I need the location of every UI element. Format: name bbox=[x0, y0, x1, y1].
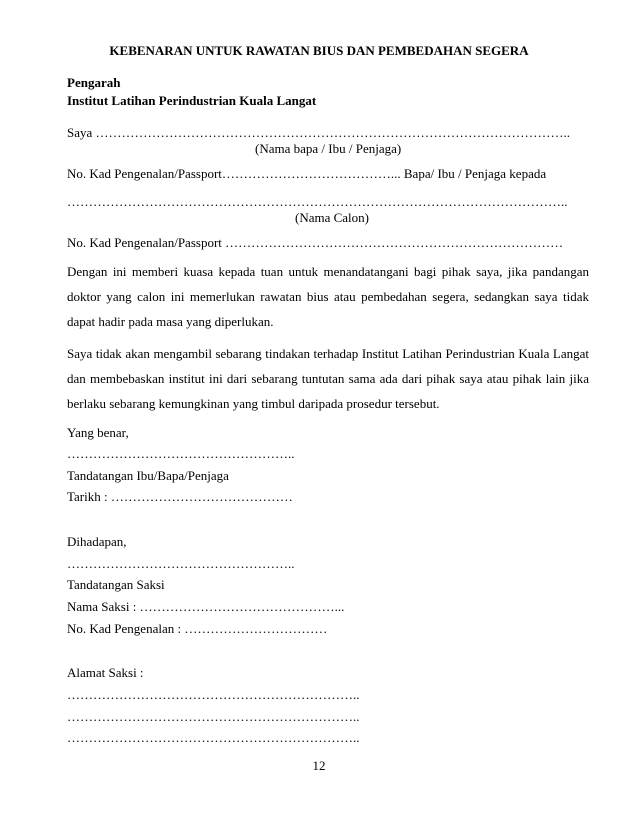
dihadapan-label: Dihadapan, bbox=[67, 534, 127, 549]
ic-line-candidate: No. Kad Pengenalan/Passport …………………………………………………………………… bbox=[67, 235, 564, 250]
parent-signature-label: Tandatangan Ibu/Bapa/Penjaga bbox=[67, 468, 229, 483]
paragraph-release: Saya tidak akan mengambil sebarang tindakan terhadap Institut Latihan Perindustrian Kuala Langat dan membebaskan institut ini dari sebarang tuntutan sama ada dari pihak saya atau pihak lain jika berlaku sebarang kemungkinan yang timbul daripada prosedur tersebut. bbox=[67, 346, 589, 411]
witness-address-label: Alamat Saksi : bbox=[67, 665, 144, 680]
yang-benar-label: Yang benar, bbox=[67, 425, 129, 440]
document-title: KEBENARAN UNTUK RAWATAN BIUS DAN PEMBEDAHAN SEGERA bbox=[109, 43, 529, 58]
ic-line-parent: No. Kad Pengenalan/Passport…………………………………... Bapa/ Ibu / Penjaga kepada bbox=[67, 166, 547, 181]
page-number: 12 bbox=[312, 758, 326, 773]
witness-signature-line: …………………………………………….. bbox=[67, 556, 295, 571]
date-line: Tarikh : …………………………………… bbox=[67, 489, 293, 504]
calon-line: …………………………………………………………………………………………………….. bbox=[67, 194, 568, 209]
witness-address-line-2: ………………………………………………………….. bbox=[67, 709, 360, 724]
saya-note: (Nama bapa / Ibu / Penjaga) bbox=[255, 141, 402, 156]
paragraph-authorization: Dengan ini memberi kuasa kepada tuan untuk menandatangani bagi pihak saya, jika pandangan doktor yang calon ini memerlukan rawatan bius atau pembedahan segera, sedangkan saya tidak dapat hadir pada masa yang diperlukan. bbox=[67, 264, 589, 329]
recipient-line-2: Institut Latihan Perindustrian Kuala Langat bbox=[67, 93, 317, 108]
saya-line: Saya ……………………………………………………………………………………………….. bbox=[67, 125, 571, 140]
recipient-line-1: Pengarah bbox=[67, 75, 121, 90]
witness-address-line-3: ………………………………………………………….. bbox=[67, 730, 360, 745]
witness-signature-label: Tandatangan Saksi bbox=[67, 577, 165, 592]
witness-name-line: Nama Saksi : ………………………………………... bbox=[67, 599, 345, 614]
parent-signature-line: …………………………………………….. bbox=[67, 446, 295, 461]
calon-note: (Nama Calon) bbox=[295, 210, 370, 225]
witness-address-line-1: ………………………………………………………….. bbox=[67, 687, 360, 702]
witness-ic-line: No. Kad Pengenalan : …………………………… bbox=[67, 621, 328, 636]
